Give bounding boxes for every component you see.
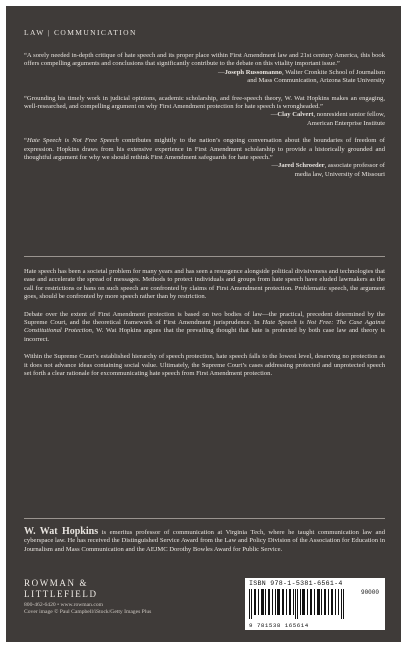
endorsement-text: “Grounding his timely work in judicial opinions, academic scholarship, and free-speech theory, W. Wat Hopkins makes an engaging, well-researched, and compelling argument on why First Amendment protection for hate speech is wrongheaded.” [24,94,385,111]
endorser-name: Joseph Russomanno [224,68,282,76]
endorsement-text: “Hate Speech is Not Free Speech contributes mightily to the nation’s ongoing conversation about the boundaries of freedom of expression. Hopkins draws from his extensive experience in First Amendment scholarship to provide a historically grounded and thoughtful argument for why we should rethink First Amendment safeguards for hate speech.” [24,137,385,162]
barcode-digits: 9 781538 165614 [249,622,309,629]
description-paragraph-3: Within the Supreme Court’s established hierarchy of speech protection, hate speech falls to the lowest level, deserving no protection as it does not advance ideas containing social value. Ultimately, the Supreme Court’s cases addressing protected and unprotected speech set forth a clear rationale for excommunicating hate speech from First Amendment protection. [24,353,385,378]
publisher-logo: ROWMAN & LITTLEFIELD [24,578,98,599]
endorsement-attribution: —Clay Calvert, nonresident senior fellow, American Enterprise Institute [270,111,385,127]
endorser-affiliation: , Walter Cronkite School of Journalism [281,68,385,76]
publisher-contact [24,602,151,616]
footer [24,578,385,638]
endorsement-schroeder [24,137,385,179]
isbn-number: ISBN 978-1-5381-6561-4 [249,580,343,587]
endorser-affiliation-line2: media law, University of Missouri [294,170,385,178]
endorsement-russomanno [24,52,385,86]
endorsement-attribution: —Joseph Russomanno, Walter Cronkite School of Journalism and Mass Communication, Arizona State University [218,68,385,85]
book-description [24,268,385,387]
divider [24,256,385,257]
barcode [245,578,385,630]
author-bio [24,528,385,554]
author-bio-text: is emeritus professor of communication at Virginia Tech, where he taught communication law and cyberspace law. He has received the Distinguished Service Award from the Law and Policy Division of the Association for Education in Journalism and Mass Communication and the AEJMC Dorothy Bowles Award for Public Service. [24,529,385,553]
cover-credit: Cover image © Paul Campbell/iStock/Getty Images Plus [24,609,152,615]
endorser-name: Jared Schroeder [278,162,325,170]
endorser-name: Clay Calvert [277,111,314,119]
endorser-affiliation: , associate professor of [324,162,385,170]
description-paragraph-2: Debate over the extent of First Amendment protection is based on two bodies of law—the practical, precedent determined by the Supreme Court, and the theoretical framework of First Amendment jurisprudence. In Hate Speech is Not Free: The Case Against Constitutional Protection, W. Wat Hopkins argues that the prevailing thought that hate is protected by both case law and theory is incorrect. [24,310,385,343]
author-name: W. Wat Hopkins [24,526,99,537]
endorsement-calvert [24,95,385,129]
endorsement-attribution: —Jared Schroeder, associate professor of media law, University of Missouri [271,162,385,178]
description-paragraph-1: Hate speech has been a societal problem for many years and has seen a resurgence alongside political divisiveness and technologies that ease and accelerate the spread of messages. Methods to protect individuals and groups from hate speech have eluded lawmakers as the call for restrictions or bans on such speech are confronted by claims of First Amendment protection. Problematic speech, the argument goes, should be confronted by more speech rather than by restriction. [24,268,385,301]
endorsement-text: “A sorely needed in-depth critique of hate speech and its proper place within First Amendment law and 21st century America, this book offers compelling arguments and conclusions that significantly contribute to the debate on this vitality important issue.” [24,52,385,68]
price-code: 90000 [360,589,379,596]
category-label: LAW | COMMUNICATION [24,28,137,37]
endorser-affiliation: , nonresident senior fellow, [313,111,385,119]
divider [24,518,385,519]
book-title-italic: Hate Speech is Not Free Speech [26,137,119,145]
endorsements [24,52,385,188]
book-title-italic: Hate Speech is Not Free: The Case Against Constitutional Protection [24,319,385,335]
endorser-affiliation-line2: and Mass Communication, Arizona State University [247,77,385,85]
barcode-bars [249,589,345,619]
back-cover [6,6,401,642]
endorser-affiliation-line2: American Enterprise Institute [307,119,385,127]
publisher-phone-web: 800-462-6420 • www.rowman.com [24,602,103,608]
